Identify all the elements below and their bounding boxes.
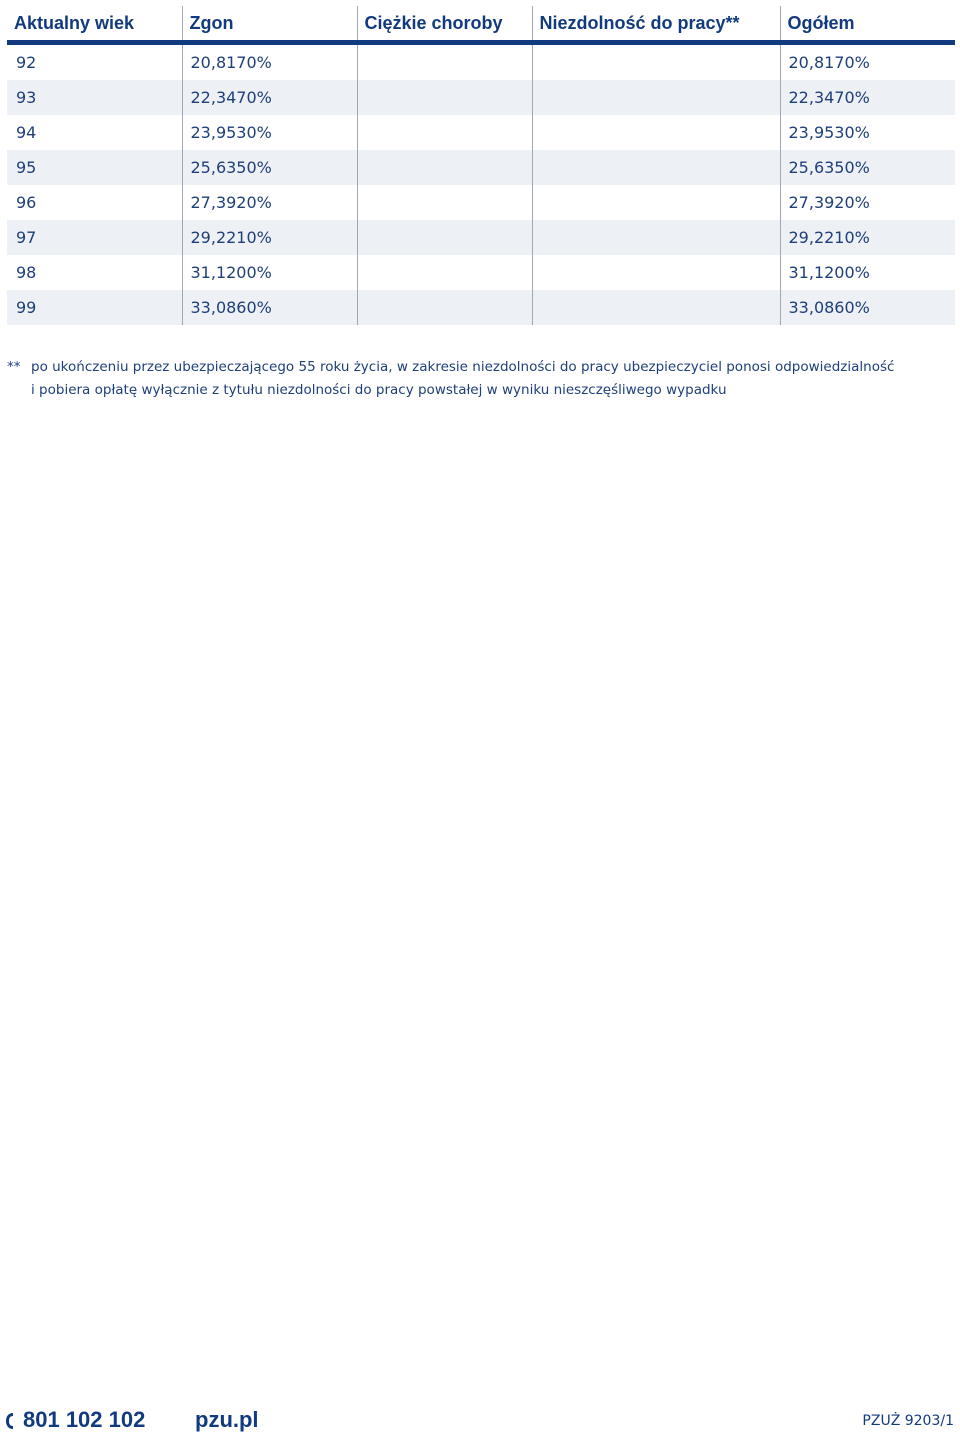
cell-work-incapacity [532,43,780,81]
cell-age: 95 [7,150,182,185]
table-row [7,185,955,220]
cell-work-incapacity [532,255,780,290]
cell-total: 23,9530% [780,115,955,150]
cell-total: 31,1200% [780,255,955,290]
cell-age: 98 [16,263,37,282]
table-row [7,80,955,115]
table-header-row [7,6,955,43]
header-current-age: Aktualny wiek [7,6,182,43]
rates-table [7,6,955,325]
table-row [7,220,955,255]
cell-death: 23,9530% [182,115,357,150]
cell-serious-illness [357,150,532,185]
cell-work-incapacity [532,115,780,150]
cell-death: 25,6350% [182,150,357,185]
cell-death: 29,2210% [182,220,357,255]
cell-total: 29,2210% [780,220,955,255]
table-row [7,43,955,81]
cell-age: 93 [7,80,182,115]
cell-total: 33,0860% [780,290,955,325]
cell-age: 94 [16,123,37,142]
cell-serious-illness [357,185,532,220]
table-row [7,115,955,150]
cell-serious-illness [357,43,532,81]
cell-work-incapacity [532,290,780,325]
website-link[interactable]: pzu.pl [195,1407,259,1432]
header-serious-illness: Ciężkie choroby [357,6,532,43]
cell-work-incapacity [532,220,780,255]
cell-total: 22,3470% [780,80,955,115]
cell-death: 22,3470% [182,80,357,115]
cell-serious-illness [357,290,532,325]
cell-total: 25,6350% [780,150,955,185]
cell-work-incapacity [532,150,780,185]
cell-death: 33,0860% [182,290,357,325]
cell-total: 20,8170% [780,43,955,81]
cell-serious-illness [357,255,532,290]
footnote-line-2: i pobiera opłatę wyłącznie z tytułu niezdolności do pracy powstałej w wyniku nieszczęśliwego wypadku [31,382,727,398]
rates-table-container [7,6,955,325]
header-total: Ogółem [780,6,955,43]
footnote-line-1 [7,356,947,379]
table-row [7,255,955,290]
cell-total: 27,3920% [780,185,955,220]
cell-serious-illness [357,220,532,255]
cell-age: 92 [16,53,37,72]
hotline-phone-number[interactable]: 801 102 102 [23,1407,146,1432]
cell-work-incapacity [532,185,780,220]
table-row [7,290,955,325]
cell-work-incapacity [532,80,780,115]
cell-death: 20,8170% [182,43,357,81]
header-work-incapacity: Niezdolność do pracy** [532,6,780,43]
footnote-text-1: po ukończeniu przez ubezpieczającego 55 roku życia, w zakresie niezdolności do pracy ubezpieczyciel ponosi odpowiedzialność [31,359,895,375]
cell-death: 27,3920% [182,185,357,220]
cell-age: 97 [7,220,182,255]
cell-death: 31,1200% [182,255,357,290]
document-code: PZUŻ 9203/1 [862,1413,954,1429]
header-death: Zgon [182,6,357,43]
phone-handset-icon [5,1412,15,1430]
cell-serious-illness [357,80,532,115]
table-row [7,150,955,185]
cell-age: 96 [16,193,37,212]
footnote [7,356,947,402]
cell-serious-illness [357,115,532,150]
cell-age: 99 [7,290,182,325]
footnote-mark: ** [7,359,21,375]
page-footer [0,1404,960,1434]
